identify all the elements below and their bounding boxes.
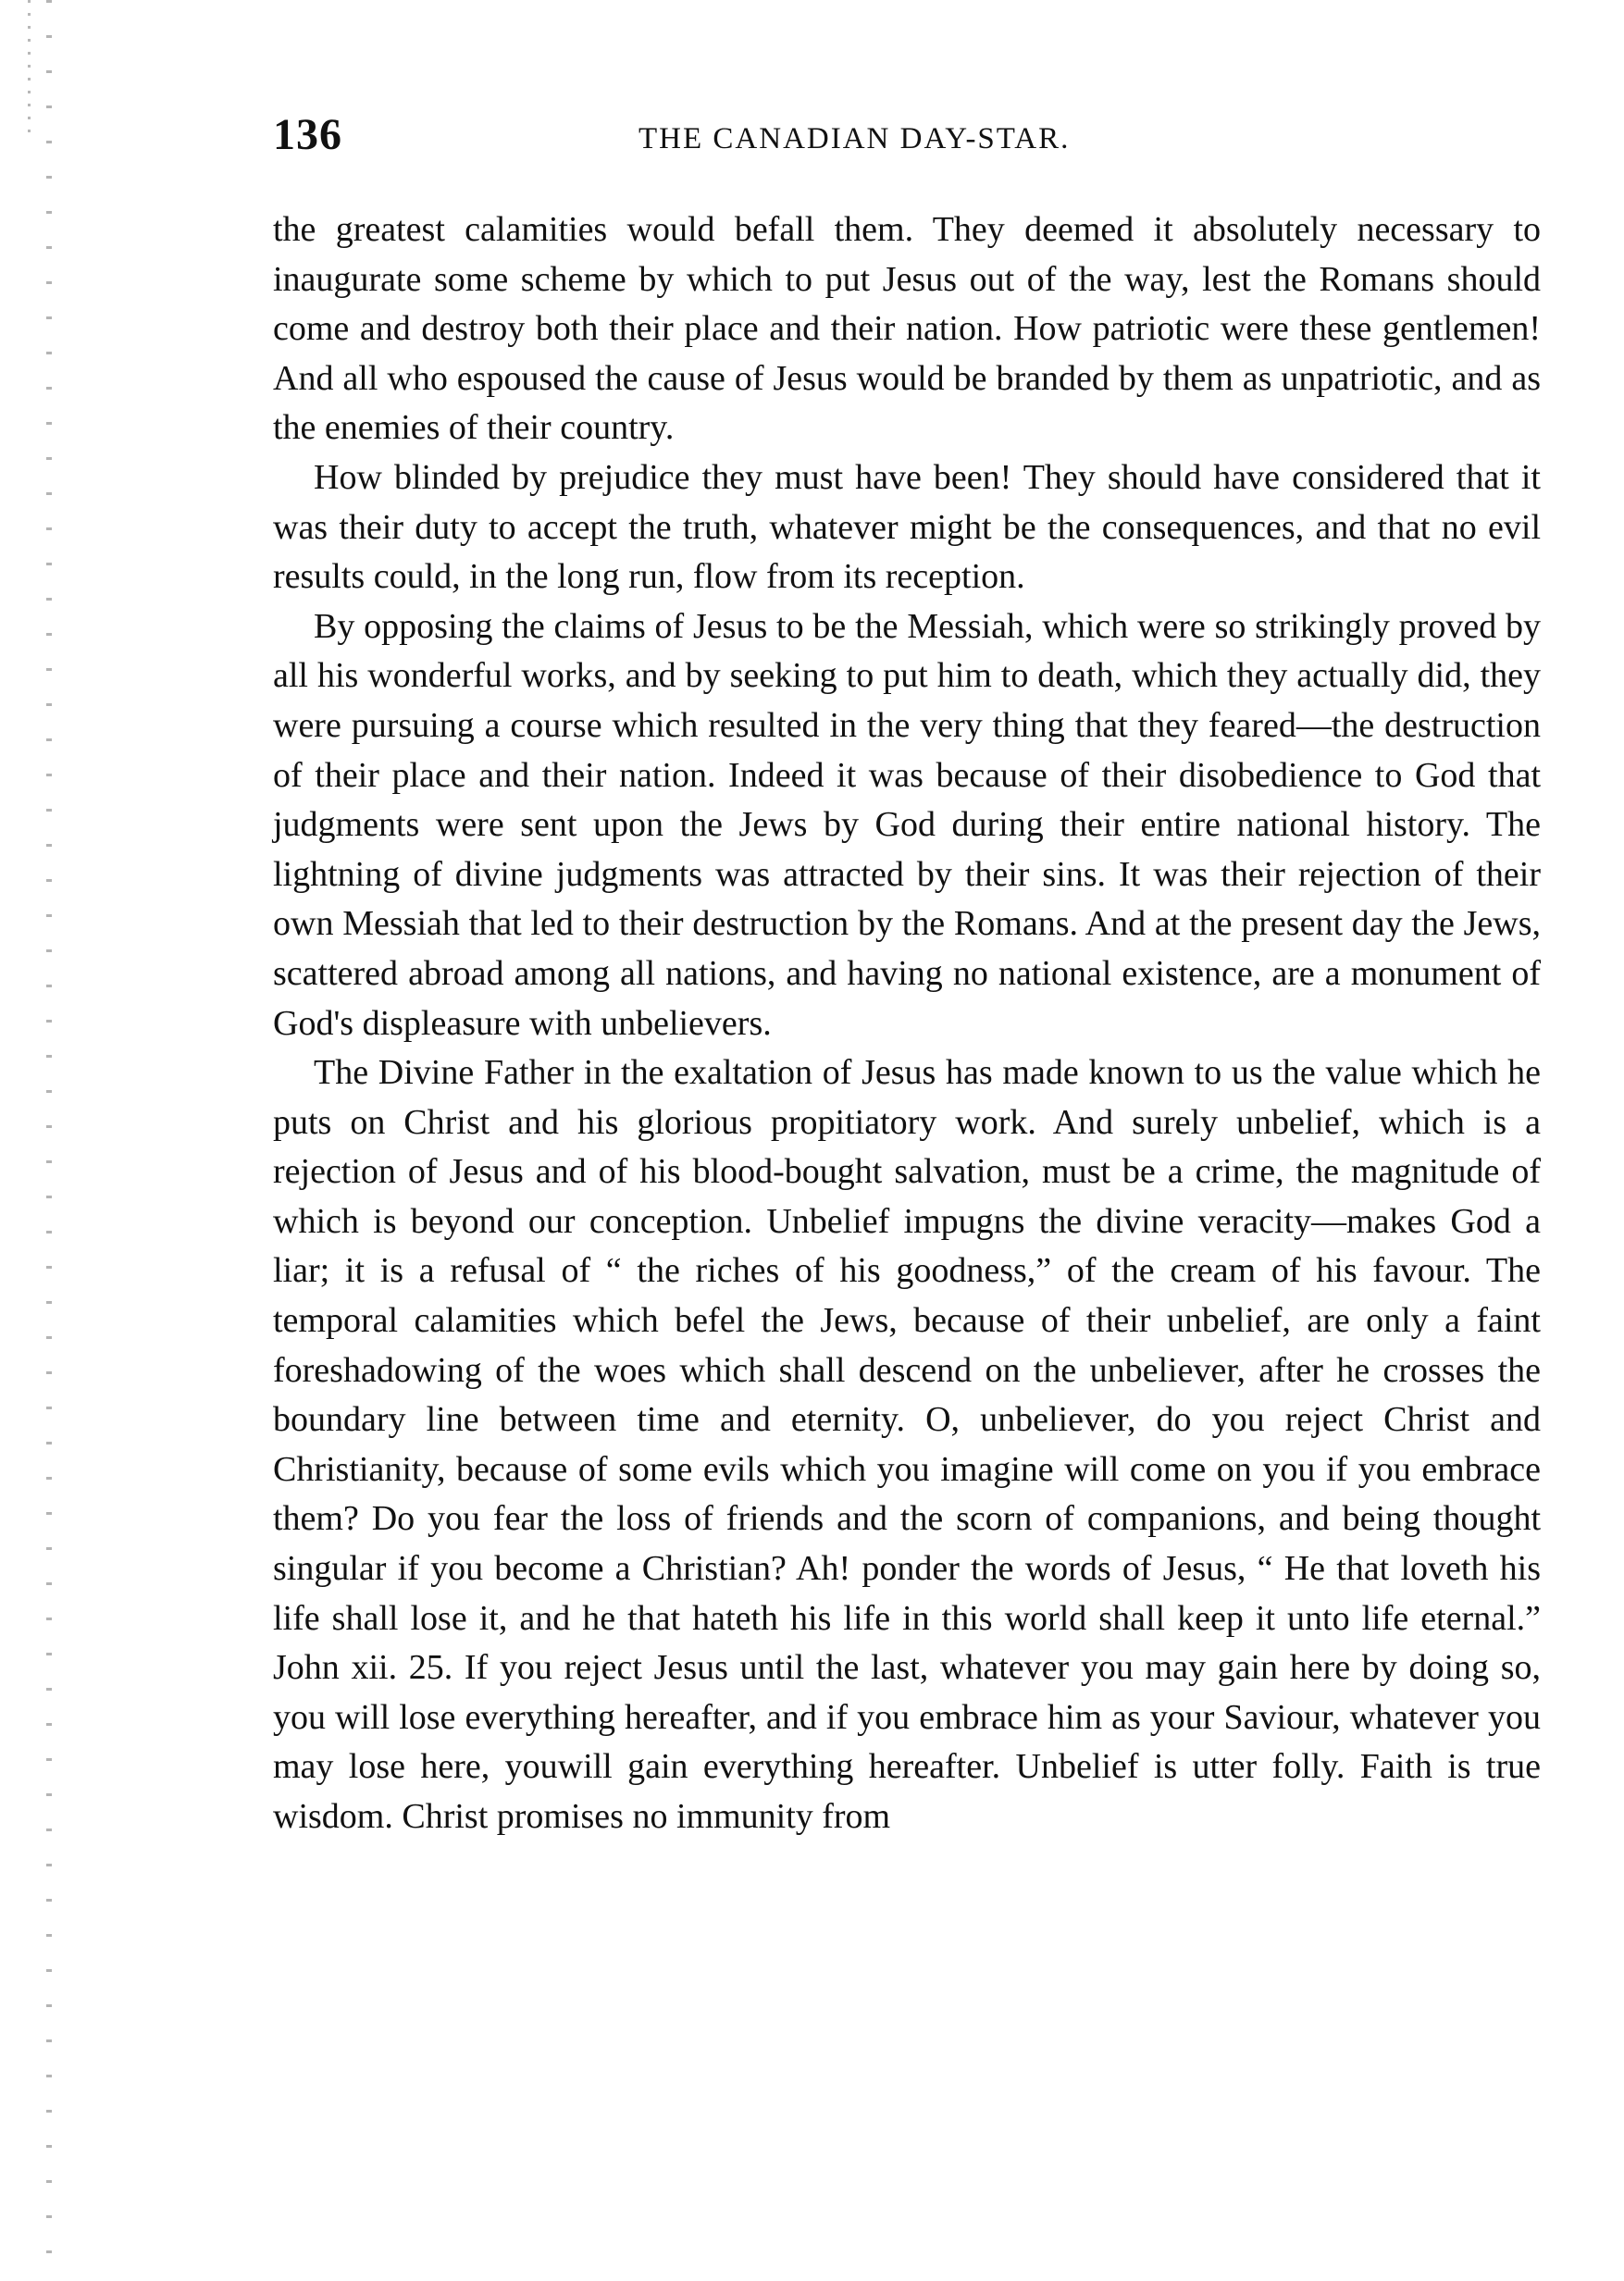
paragraph-3: By opposing the claims of Jesus to be the Messiah, which were so strikingly proved by all his wonderful works, and by seeking to put him to death, which they actually did, they were pursuing a course which resulted in the very thing that they feared—the destruction of their place and their nation. Indeed it was because of their disobedience to God that judgments were sent upon the Jews by God during their entire national history. The lightning of divine judgments was attracted by their sins. It was their rejection of their own Messiah that led to their destruction by the Romans. And at the present day the Jews, scattered abroad among all nations, and having no national existence, are a monument of God's displeasure with unbelievers. [273,606,1541,1043]
paragraph-4: The Divine Father in the exaltation of Jesus has made known to us the value which he puts on Christ and his glorious propitiatory work. And surely unbelief, which is a rejection of Jesus and of his blood-bought salvation, must be a crime, the magnitude of which is beyond our conception. Unbelief impugns the divine veracity—makes God a liar; it is a refusal of “ the riches of his goodness,” of the cream of his favour. The temporal calamities which befel the Jews, because of their unbelief, are only a faint foreshadowing of the woes which shall descend on the unbeliever, after he crosses the boundary line between time and eternity. O, unbeliever, do you reject Christ and Christianity, because of some evils which you imagine will come on you if you embrace them? Do you fear the loss of friends and the scorn of companions, and being thought singular if you become a Christian? Ah! ponder the words of Jesus, “ He that loveth his life shall lose it, and he that hateth his life in this world shall keep it unto life eternal.” John xii. 25. If you reject Jesus until the last, whatever you may gain here by doing so, you will lose everything hereafter, and if you embrace him as your Saviour, whatever you may lose here, youwill gain everything hereafter. Unbelief is utter folly. Faith is true wisdom. Christ promises no immunity from [273,1053,1541,1836]
page-number: 136 [273,110,342,159]
paragraph-2: How blinded by prejudice they must have been! They should have considered that it was their duty to accept the truth, whatever might be the consequences, and that no evil results could, in the long run, flow from its reception. [273,457,1541,597]
body-text [273,205,1541,1842]
page-header [273,109,1541,165]
running-title: THE CANADIAN DAY-STAR. [638,122,1071,155]
paragraph-1: the greatest calamities would befall them. They deemed it absolutely necessary to inaugurate some scheme by which to put Jesus out of the way, lest the Romans should come and destroy both their place and their nation. How patriotic were these gentlemen! And all who espoused the cause of Jesus would be branded by them as unpatriotic, and as the enemies of their country. [273,210,1541,448]
scan-margin-artifact [46,0,52,2281]
scan-margin-artifact-top [28,0,31,139]
